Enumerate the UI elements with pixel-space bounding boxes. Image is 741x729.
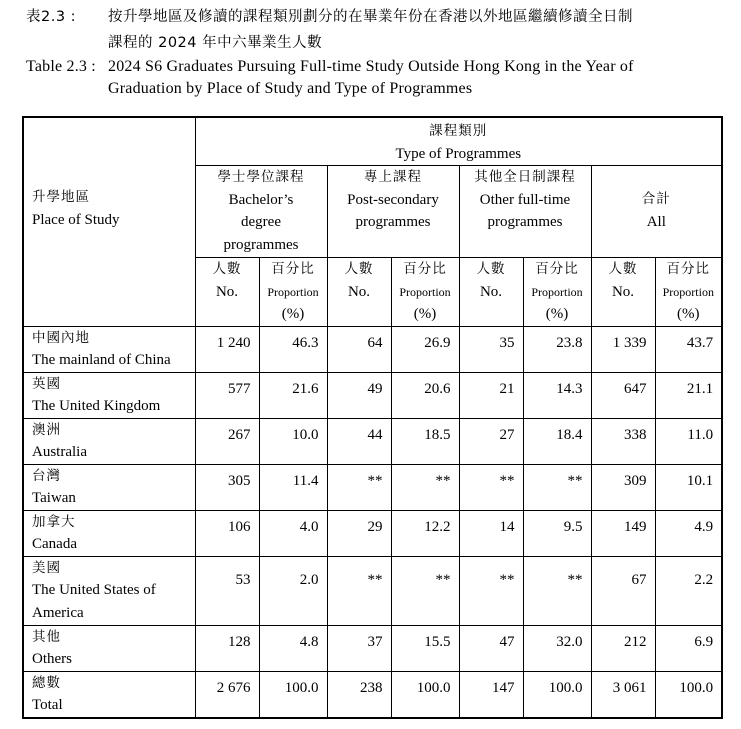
row-place-zh: 澳洲 [32,421,61,438]
cell-value: ** [523,464,591,510]
table-row-total [23,671,722,718]
cell-value: ** [391,556,459,625]
cell-value: 10.1 [655,464,722,510]
header-proportion [655,258,722,327]
table-row [23,510,722,556]
cell-value: 37 [327,625,391,671]
table-row [23,464,722,510]
cell-value: 21.6 [259,372,327,418]
header-no-zh: 人數 [608,261,638,277]
cell-value: 2.0 [259,556,327,625]
table-row [23,418,722,464]
header-prop-zh: 百分比 [403,261,447,277]
header-group-en: programmes [355,214,431,230]
cell-value: 23.8 [523,326,591,372]
table-row [23,556,722,625]
header-no [195,258,259,327]
header-prop-zh: 百分比 [535,261,579,277]
cell-value: 14.3 [523,372,591,418]
cell-value: 35 [459,326,523,372]
row-place-zh: 加拿大 [32,513,76,530]
header-prop-en: Proportion [399,284,451,299]
cell-value: 44 [327,418,391,464]
header-type-of-programmes [195,117,722,166]
cell-value: 305 [195,464,259,510]
header-proportion [523,258,591,327]
header-group-en: Post-secondary [347,191,439,208]
cell-value: 4.9 [655,510,722,556]
cell-value: 106 [195,510,259,556]
header-prop-en: Proportion [531,284,583,299]
header-group-all [591,166,722,258]
cell-value: 47 [459,625,523,671]
row-place-zh: 中國內地 [32,329,90,346]
header-prop-unit: (%) [281,306,305,322]
cell-value: 14 [459,510,523,556]
row-place-zh: 英國 [32,375,61,392]
header-group-post-secondary [327,166,459,258]
header-prop-unit: (%) [413,306,437,322]
cell-value: 18.5 [391,418,459,464]
caption-zh-line2: 課程的 2024 年中六畢業生人數 [108,35,323,51]
cell-value: ** [523,556,591,625]
row-place-zh: 其他 [32,628,61,645]
table-row [23,625,722,671]
cell-value: 64 [327,326,391,372]
header-no-zh: 人數 [344,261,374,277]
table-row [23,372,722,418]
cell-value: 11.0 [655,418,722,464]
cell-value: 147 [459,671,523,718]
header-group-en: degree [241,214,281,230]
header-type-zh: 課程類別 [429,123,488,139]
cell-value: 6.9 [655,625,722,671]
cell-value: 12.2 [391,510,459,556]
cell-value: 67 [591,556,655,625]
cell-value: 4.8 [259,625,327,671]
header-no-en: No. [611,283,635,300]
cell-value: 100.0 [523,671,591,718]
row-place-zh: 台灣 [32,467,61,484]
cell-value: ** [327,464,391,510]
header-group-en: All [646,213,666,230]
cell-value: 2.2 [655,556,722,625]
cell-value: 212 [591,625,655,671]
header-no-zh: 人數 [476,261,506,277]
row-place-en: Taiwan [32,490,76,506]
header-no [591,258,655,327]
cell-value: 46.3 [259,326,327,372]
row-place [23,464,195,510]
header-place-en: Place of Study [32,211,120,228]
cell-value: 238 [327,671,391,718]
cell-value: 2 676 [195,671,259,718]
header-type-en: Type of Programmes [395,145,522,162]
cell-value: 149 [591,510,655,556]
cell-value: 1 339 [591,326,655,372]
cell-value: 11.4 [259,464,327,510]
header-group-en: programmes [223,236,299,253]
cell-value: ** [459,556,523,625]
row-place [23,556,195,625]
header-no-en: No. [479,283,503,300]
header-group-zh: 學士學位課程 [217,169,305,185]
header-group-en: Bachelor’s [228,191,294,208]
header-no-en: No. [215,283,239,300]
header-no-zh: 人數 [212,261,242,277]
header-no [459,258,523,327]
header-place-zh: 升學地區 [32,189,90,205]
header-group-zh: 其他全日制課程 [474,169,576,185]
header-group-zh: 專上課程 [364,169,422,185]
row-place [23,625,195,671]
header-proportion [259,258,327,327]
cell-value: 309 [591,464,655,510]
caption-en-line1: 2024 S6 Graduates Pursuing Full-time Study Outside Hong Kong in the Year of [108,58,634,75]
cell-value: 338 [591,418,655,464]
row-place [23,671,195,718]
row-place [23,418,195,464]
cell-value: 1 240 [195,326,259,372]
row-place-en: Australia [32,444,87,460]
cell-value: 21 [459,372,523,418]
row-place [23,510,195,556]
cell-value: 577 [195,372,259,418]
row-place-en: Total [32,697,63,713]
cell-value: 53 [195,556,259,625]
table-row [23,326,722,372]
row-place [23,326,195,372]
cell-value: 100.0 [259,671,327,718]
cell-value: 128 [195,625,259,671]
cell-value: 15.5 [391,625,459,671]
header-proportion [391,258,459,327]
header-prop-unit: (%) [677,306,700,322]
cell-value: 29 [327,510,391,556]
header-group-en: Other full-time [479,191,571,208]
cell-value: ** [391,464,459,510]
header-group-en: programmes [487,214,563,230]
header-no [327,258,391,327]
header-prop-zh: 百分比 [271,261,315,277]
header-prop-unit: (%) [545,306,569,322]
cell-value: 32.0 [523,625,591,671]
caption-zh-line1: 按升學地區及修讀的課程類別劃分的在畢業年份在香港以外地區繼續修讀全日制 [108,9,633,25]
cell-value: 100.0 [655,671,722,718]
row-place-en: The United Kingdom [32,398,161,414]
row-place-zh: 總數 [32,674,61,691]
cell-value: 267 [195,418,259,464]
row-place-en: The United States of [32,582,156,598]
data-table [22,116,723,719]
cell-value: ** [459,464,523,510]
cell-value: 100.0 [391,671,459,718]
row-place [23,372,195,418]
cell-value: 9.5 [523,510,591,556]
cell-value: 10.0 [259,418,327,464]
header-prop-zh: 百分比 [666,261,711,277]
row-place-en: America [32,604,84,621]
cell-value: 647 [591,372,655,418]
header-no-en: No. [347,283,371,300]
header-prop-en: Proportion [662,284,714,299]
cell-value: 21.1 [655,372,722,418]
row-place-en: Canada [32,536,77,552]
cell-value: 20.6 [391,372,459,418]
cell-value: 27 [459,418,523,464]
cell-value: ** [327,556,391,625]
cell-value: 43.7 [655,326,722,372]
cell-value: 49 [327,372,391,418]
cell-value: 4.0 [259,510,327,556]
cell-value: 26.9 [391,326,459,372]
caption-en-line2: Graduation by Place of Study and Type of Programmes [108,80,473,97]
header-place-of-study [23,117,195,326]
caption-en-label: Table 2.3 : [26,58,96,75]
header-group-other-full-time [459,166,591,258]
header-group-zh: 合計 [641,191,671,207]
row-place-zh: 美國 [32,559,61,576]
row-place-en: Others [32,651,72,667]
cell-value: 18.4 [523,418,591,464]
row-place-en: The mainland of China [32,352,171,368]
header-group-bachelor [195,166,327,258]
header-prop-en: Proportion [267,284,319,299]
caption-zh-label: 表2.3 : [26,9,77,25]
cell-value: 3 061 [591,671,655,718]
